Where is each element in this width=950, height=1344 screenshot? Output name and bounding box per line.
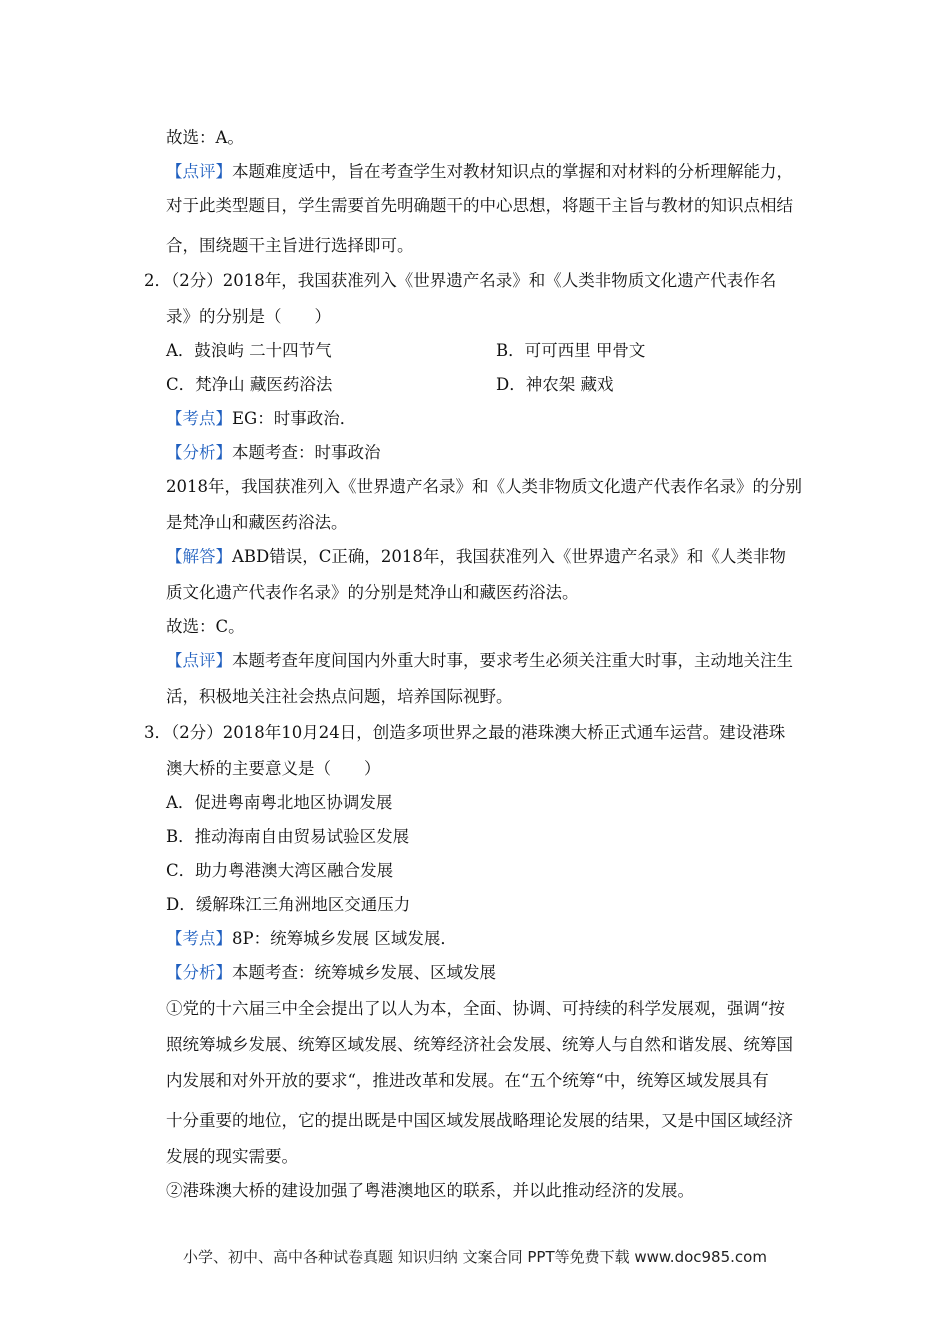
q3-analysis-line: ②港珠澳大桥的建设加强了粤港澳地区的联系，并以此推动经济的发展。 bbox=[166, 1181, 694, 1200]
q3-option-b: B．推动海南自由贸易试验区发展 bbox=[166, 827, 410, 846]
q3-analysis-line: 内发展和对外开放的要求“，推进改革和发展。在“五个统筹“中，统筹区域发展具有 bbox=[166, 1071, 769, 1090]
q3-analysis: 【分析】本题考查：统筹城乡发展、区域发展 bbox=[166, 963, 496, 982]
q1-answer: 故选：A。 bbox=[166, 128, 244, 147]
q2-option-a: A．鼓浪屿 二十四节气 bbox=[166, 341, 332, 360]
q2-solution: 【解答】ABD错误，C正确，2018年，我国获准列入《世界遗产名录》和《人类非物 bbox=[166, 547, 786, 566]
q2-analysis-line: 2018年，我国获准列入《世界遗产名录》和《人类非物质文化遗产代表作名录》的分别 bbox=[166, 477, 802, 496]
q2-analysis: 【分析】本题考查：时事政治 bbox=[166, 443, 381, 462]
q3-analysis-line: 十分重要的地位，它的提出既是中国区域发展战略理论发展的结果，又是中国区域经济 bbox=[166, 1111, 793, 1130]
q2-option-c: C．梵净山 藏医药浴法 bbox=[166, 375, 333, 394]
q2-stem: 2．（2分）2018年，我国获准列入《世界遗产名录》和《人类非物质文化遗产代表作名 bbox=[144, 271, 777, 290]
q1-comment-line: 【点评】本题难度适中，旨在考查学生对教材知识点的掌握和对材料的分析理解能力， bbox=[166, 162, 793, 181]
q2-answer: 故选：C。 bbox=[166, 617, 245, 636]
q3-analysis-line: 发展的现实需要。 bbox=[166, 1147, 298, 1166]
q2-point: 【考点】EG：时事政治． bbox=[166, 409, 357, 428]
q2-option-b: B．可可西里 甲骨文 bbox=[496, 341, 646, 360]
q3-stem: 3．（2分）2018年10月24日，创造多项世界之最的港珠澳大桥正式通车运营。建设港珠 bbox=[144, 723, 786, 742]
q2-option-d: D．神农架 藏戏 bbox=[496, 375, 614, 394]
q3-stem: 澳大桥的主要意义是（ ） bbox=[166, 759, 381, 778]
q3-point: 【考点】8P：统筹城乡发展 区域发展． bbox=[166, 929, 457, 948]
q3-option-d: D．缓解珠江三角洲地区交通压力 bbox=[166, 895, 411, 914]
q2-stem: 录》的分别是（ ） bbox=[166, 307, 331, 326]
q3-option-c: C．助力粤港澳大湾区融合发展 bbox=[166, 861, 394, 880]
q3-analysis-line: ①党的十六届三中全会提出了以人为本，全面、协调、可持续的科学发展观，强调“按 bbox=[166, 999, 785, 1018]
q2-comment: 【点评】本题考查年度间国内外重大时事，要求考生必须关注重大时事，主动地关注生 bbox=[166, 651, 793, 670]
q3-option-a: A．促进粤南粤北地区协调发展 bbox=[166, 793, 393, 812]
q3-analysis-line: 照统筹城乡发展、统筹区域发展、统筹经济社会发展、统筹人与自然和谐发展、统筹国 bbox=[166, 1035, 793, 1054]
q2-solution-line: 质文化遗产代表作名录》的分别是梵净山和藏医药浴法。 bbox=[166, 583, 579, 602]
q2-analysis-line: 是梵净山和藏医药浴法。 bbox=[166, 513, 348, 532]
q2-comment-line: 活，积极地关注社会热点问题，培养国际视野。 bbox=[166, 687, 513, 706]
comment-tag: 【点评】 bbox=[166, 162, 232, 181]
q1-comment-line: 合，围绕题干主旨进行选择即可。 bbox=[166, 236, 414, 255]
page-footer: 小学、初中、高中各种试卷真题 知识归纳 文案合同 PPT等免费下载 www.doc985.com bbox=[183, 1248, 767, 1266]
q1-comment-line: 对于此类型题目，学生需要首先明确题干的中心思想，将题干主旨与教材的知识点相结 bbox=[166, 196, 793, 215]
